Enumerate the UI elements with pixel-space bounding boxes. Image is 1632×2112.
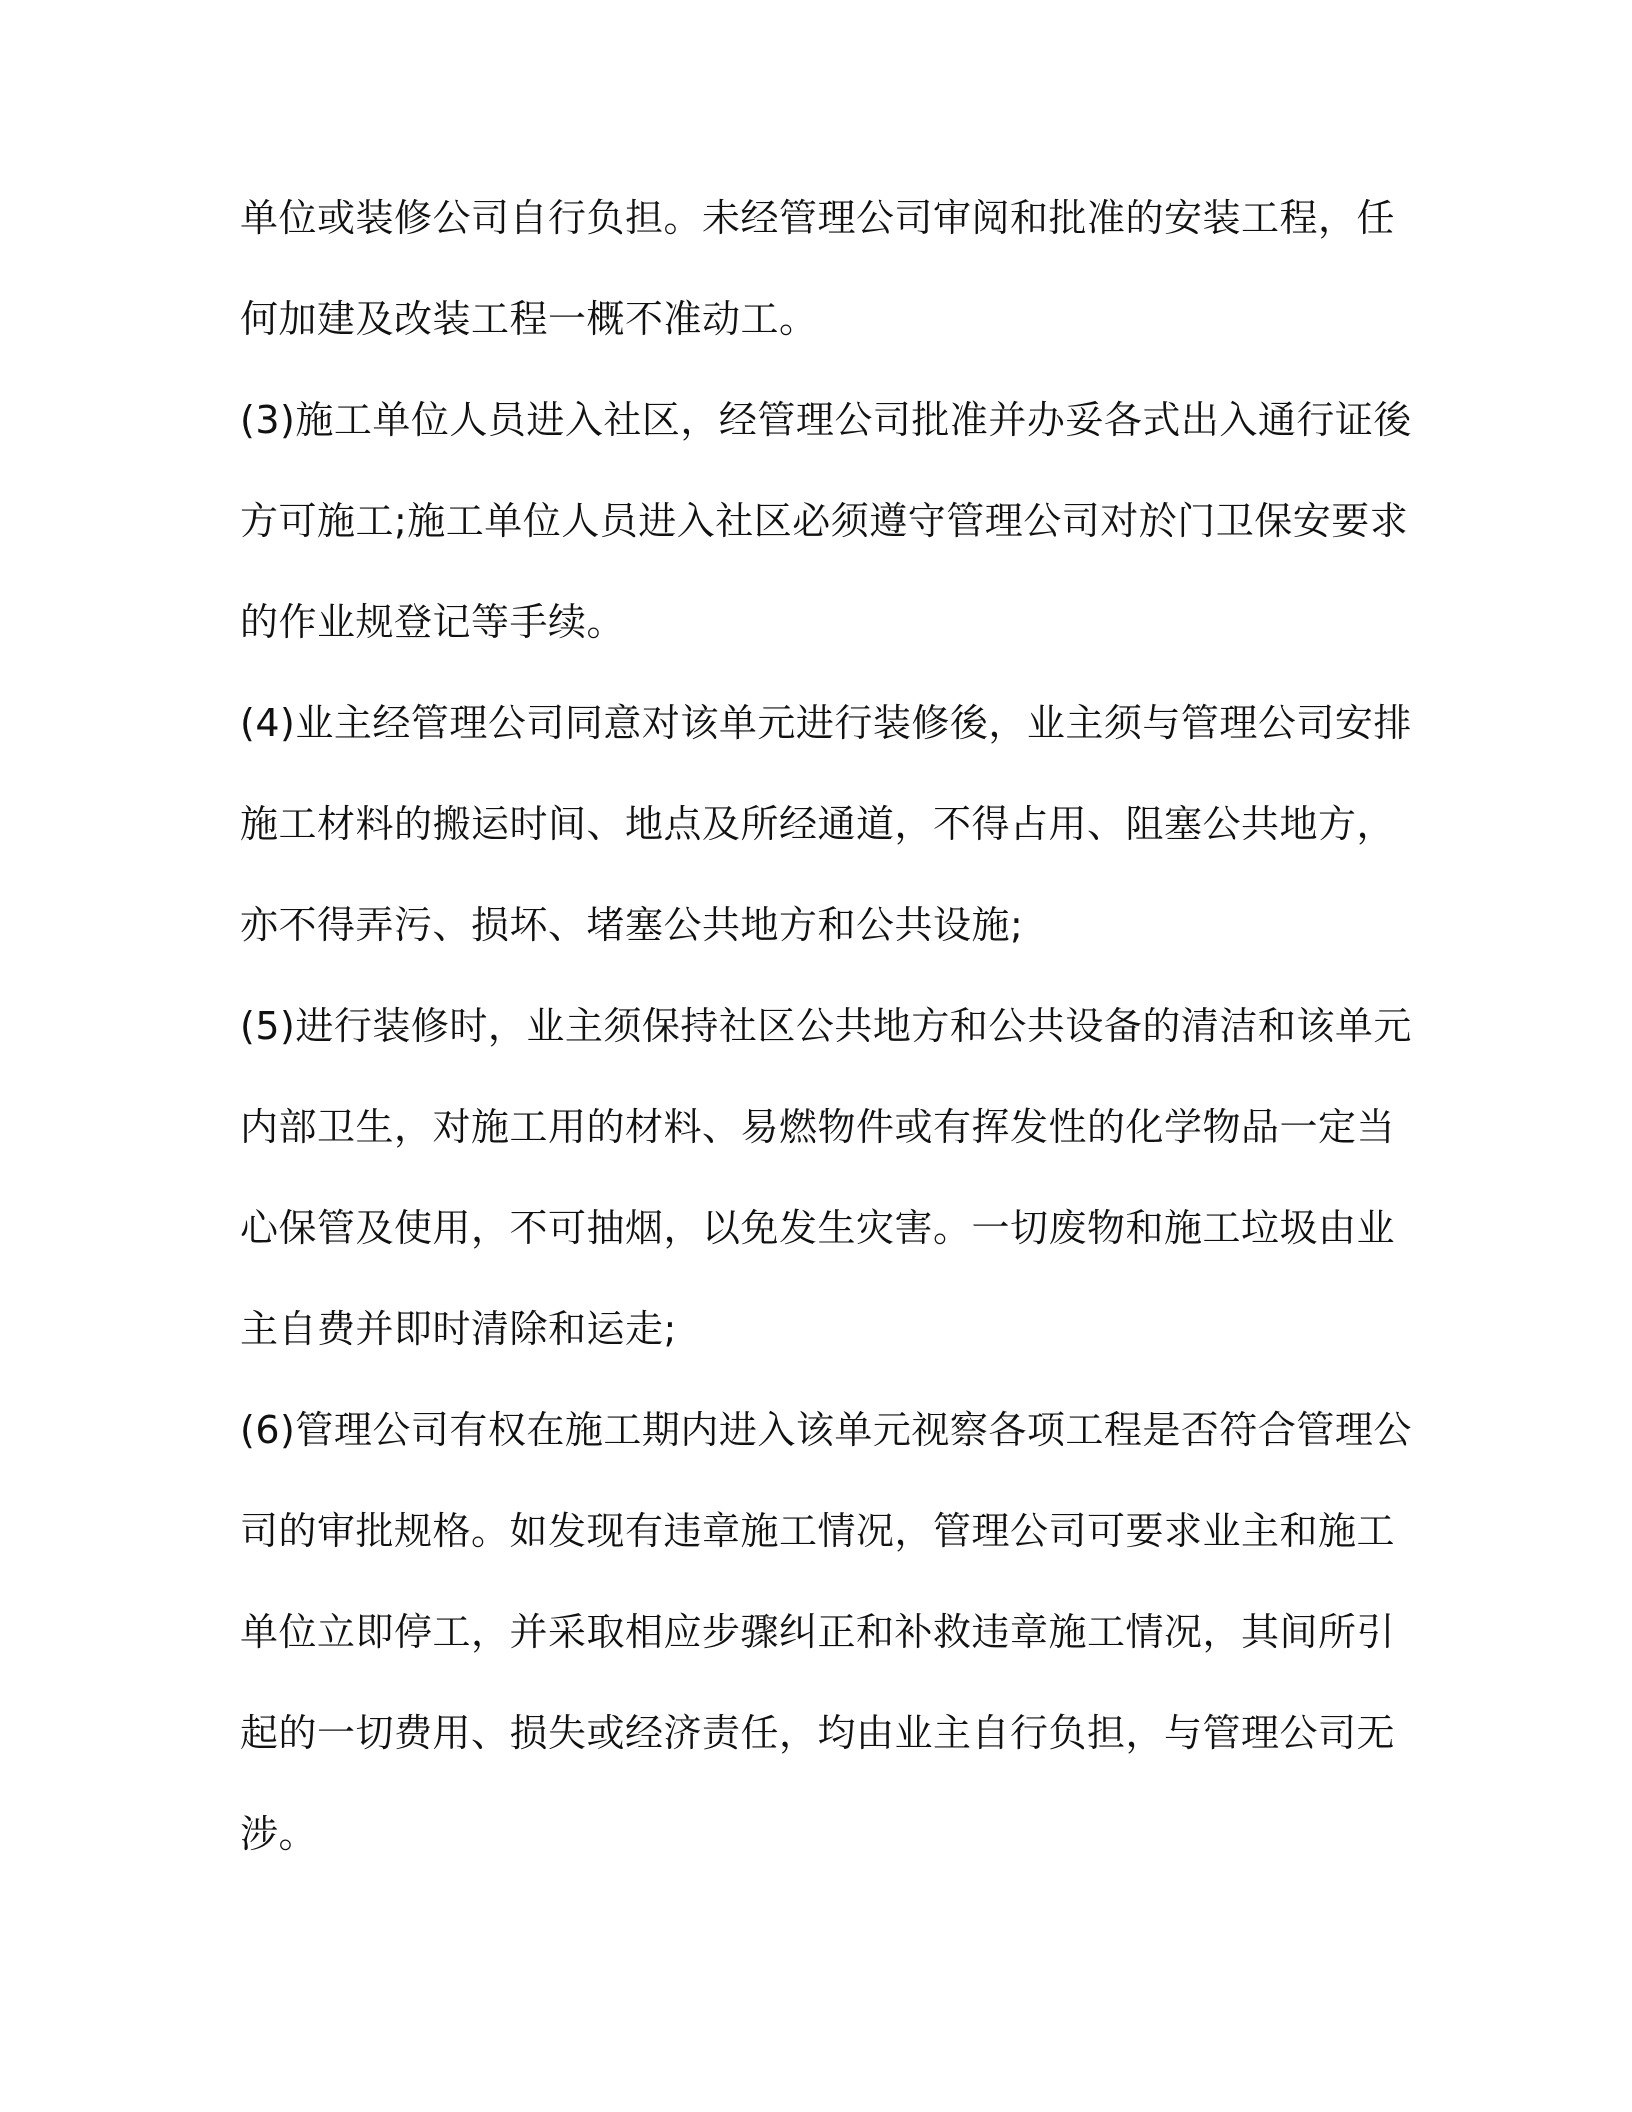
text-line: (3)施工单位人员进入社区，经管理公司批准并办妥各式出入通行证後 xyxy=(240,398,1412,442)
body-text xyxy=(240,178,1410,1895)
text-line: 司的审批规格。如发现有违章施工情况，管理公司可要求业主和施工 xyxy=(240,1509,1396,1553)
text-line: 亦不得弄污、损坏、堵塞公共地方和公共设施; xyxy=(240,903,1024,947)
text-line: (5)进行装修时，业主须保持社区公共地方和公共设备的清洁和该单元 xyxy=(240,1004,1412,1048)
text-line: 单位立即停工，并采取相应步骤纠正和补救违章施工情况，其间所引 xyxy=(240,1610,1396,1654)
text-line: 施工材料的搬运时间、地点及所经通道，不得占用、阻塞公共地方， xyxy=(240,802,1396,846)
text-line: 内部卫生，对施工用的材料、易燃物件或有挥发性的化学物品一定当 xyxy=(240,1105,1396,1149)
text-line: 主自费并即时清除和运走; xyxy=(240,1307,677,1351)
text-line: 方可施工;施工单位人员进入社区必须遵守管理公司对於门卫保安要求 xyxy=(240,499,1409,543)
text-line: 何加建及改装工程一概不准动工。 xyxy=(240,297,818,341)
text-line: 的作业规登记等手续。 xyxy=(240,600,626,644)
text-line: (6)管理公司有权在施工期内进入该单元视察各项工程是否符合管理公 xyxy=(240,1408,1412,1452)
text-line: (4)业主经管理公司同意对该单元进行装修後，业主须与管理公司安排 xyxy=(240,701,1412,745)
text-line: 单位或装修公司自行负担。未经管理公司审阅和批准的安装工程，任 xyxy=(240,196,1396,240)
text-line: 涉。 xyxy=(240,1812,318,1856)
text-line: 起的一切费用、损失或经济责任，均由业主自行负担，与管理公司无 xyxy=(240,1711,1396,1755)
text-line: 心保管及使用，不可抽烟，以免发生灾害。一切废物和施工垃圾由业 xyxy=(240,1206,1396,1250)
